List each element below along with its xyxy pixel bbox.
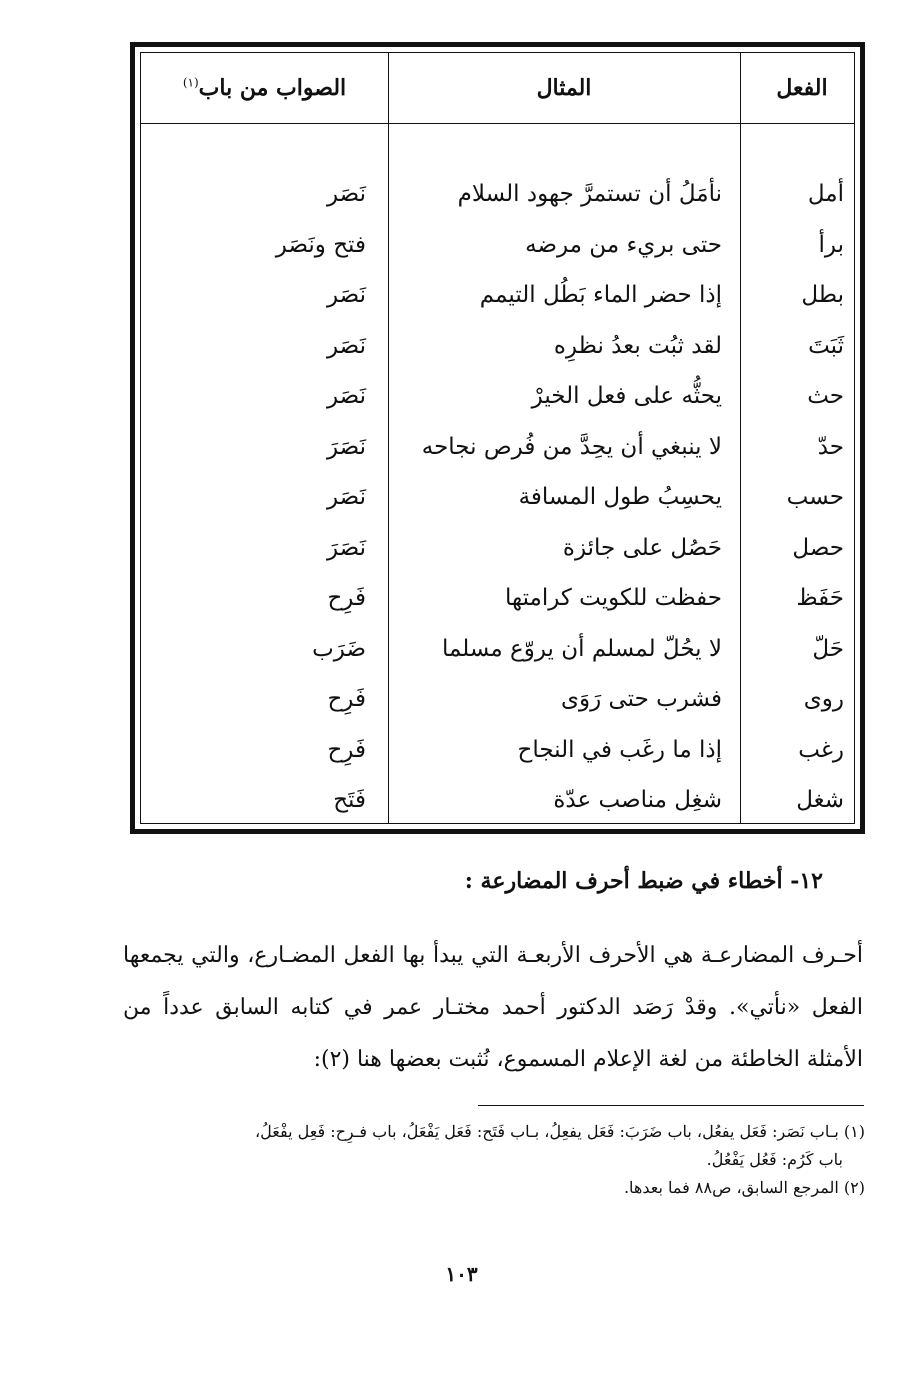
- table-row: [141, 422, 854, 473]
- table-body: [141, 169, 854, 826]
- verb-cell: ثَبَتَ: [808, 332, 844, 359]
- verb-cell: بطل: [801, 282, 844, 308]
- table-row: [141, 725, 854, 776]
- correct-cell: فتح ونَصَر: [275, 231, 366, 258]
- correct-cell: نَصَر: [326, 282, 366, 308]
- footnote-1-continued: باب كَرُم: فَعُل يَفْعُلُ.: [706, 1150, 843, 1169]
- footnote-2: (٢) المرجع السابق، ص٨٨ فما بعدها.: [623, 1178, 865, 1197]
- verb-cell: روى: [803, 686, 844, 712]
- table-row: [141, 321, 854, 372]
- verb-cell: برأ: [818, 231, 844, 258]
- header-divider: [141, 123, 854, 124]
- header-verb: الفعل: [776, 75, 828, 101]
- example-cell: شغِل مناصب عدّة: [553, 787, 722, 813]
- table-row: [141, 169, 854, 220]
- correct-cell: نَصَر: [326, 383, 366, 409]
- verb-cell: حسب: [786, 484, 844, 510]
- verb-cell: شغل: [796, 787, 844, 813]
- footnote-separator: [478, 1105, 864, 1106]
- table-row: [141, 523, 854, 574]
- example-cell: لقد ثبُت بعدُ نظرِه: [553, 332, 722, 359]
- body-paragraph: أحـرف المضارعـة هي الأحرف الأربعـة التي يبدأ بها الفعل المضـارع، والتي يجمعها الفعل «نأتي». وقدْ رَصَد الدكتور أحمد مختـار عمر في كتابه السابق عدداً من الأمثلة الخاطئة من لغة الإعلام المسموع، نُثبت بعضها هنا (٢):: [123, 943, 863, 1072]
- example-cell: يحسِبُ طول المسافة: [518, 484, 722, 510]
- example-cell: نأمَلُ أن تستمرَّ جهود السلام: [457, 181, 722, 207]
- header-example: المثال: [536, 75, 592, 101]
- table-row: [141, 472, 854, 523]
- correct-cell: نَصَرَ: [326, 433, 366, 460]
- correct-cell: فَرِح: [327, 686, 366, 712]
- example-cell: إذا ما رغَب في النجاح: [517, 736, 722, 763]
- correct-cell: نَصَر: [326, 181, 366, 207]
- header-correct: [141, 75, 388, 101]
- example-cell: يحثُّه على فعل الخيرْ: [531, 383, 722, 409]
- footnote-ref-1: (١): [182, 75, 199, 90]
- table-row: [141, 371, 854, 422]
- verb-cell: حَلّ: [812, 635, 844, 662]
- verbs-table-inner: [140, 52, 855, 824]
- table-row: [141, 270, 854, 321]
- section-heading: ١٢- أخطاء في ضبط أحرف المضارعة :: [464, 868, 823, 894]
- verb-cell: حصل: [792, 534, 844, 561]
- table-row: [141, 220, 854, 271]
- header-correct-label: الصواب من باب: [198, 75, 347, 101]
- example-cell: حفظت للكويت كرامتها: [504, 585, 722, 611]
- example-cell: لا يحُلّ لمسلم أن يروّع مسلما: [441, 635, 722, 662]
- verbs-table: [130, 42, 865, 834]
- example-cell: إذا حضر الماء بَطُل التيمم: [479, 282, 722, 308]
- verb-cell: حَفَظ: [796, 585, 844, 611]
- correct-cell: نَصَر: [326, 484, 366, 510]
- verb-cell: أمل: [807, 181, 844, 207]
- example-cell: حتى بريء من مرضه: [525, 231, 722, 258]
- example-cell: لا ينبغي أن يحِدَّ من فُرص نجاحه: [421, 433, 722, 460]
- table-row: [141, 573, 854, 624]
- correct-cell: ضَرَب: [312, 635, 366, 662]
- verb-cell: رغب: [798, 736, 844, 763]
- correct-cell: فَرِح: [327, 736, 366, 763]
- correct-cell: نَصَر: [326, 332, 366, 359]
- correct-cell: فَرِح: [327, 585, 366, 611]
- table-row: [141, 775, 854, 826]
- verb-cell: حدّ: [817, 433, 844, 460]
- example-cell: حَصُل على جائزة: [562, 534, 722, 561]
- table-row: [141, 624, 854, 675]
- correct-cell: فَتَح: [333, 787, 366, 813]
- footnote-1: (١) بـاب نَصَر: فَعَل يفعُل، باب ضَرَبَ: فَعَل يفعِلُ، بـاب فَتَح: فَعَل يَفْعَلُ، باب فـرِح: فَعِل يفْعَلُ،: [254, 1122, 865, 1141]
- example-cell: فشرب حتى رَوَى: [560, 686, 722, 712]
- page-number: ١٠٣: [445, 1262, 478, 1286]
- verb-cell: حث: [807, 383, 844, 409]
- footnotes: [105, 1118, 865, 1202]
- table-row: [141, 674, 854, 725]
- correct-cell: نَصَرَ: [326, 534, 366, 561]
